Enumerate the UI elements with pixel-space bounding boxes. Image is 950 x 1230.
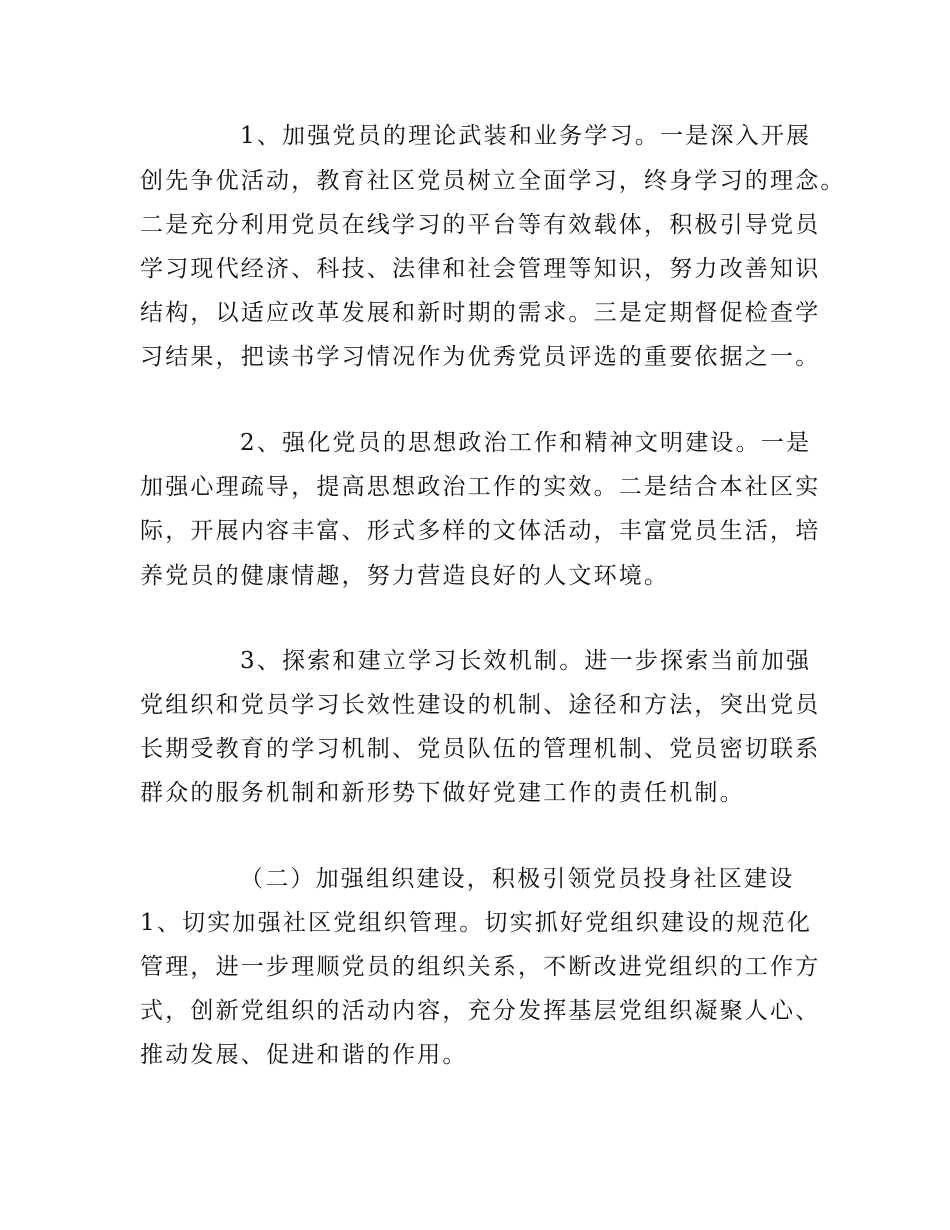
paragraph-line: 群众的服务机制和新形势下做好党建工作的责任机制。 xyxy=(140,780,745,806)
paragraph-line: 养党员的健康情趣，努力营造良好的人文环境。 xyxy=(140,563,670,589)
paragraph-line: 学习现代经济、科技、法律和社会管理等知识，努力改善知识 xyxy=(140,256,821,282)
paragraph-line: 结构，以适应改革发展和新时期的需求。三是定期督促检查学 xyxy=(140,300,821,326)
paragraph-line: 管理，进一步理顺党员的组织关系，不断改进党组织的工作方 xyxy=(140,954,821,980)
paragraph-line: 党组织和党员学习长效性建设的机制、途径和方法，突出党员 xyxy=(140,692,821,718)
paragraph-line: 2、强化党员的思想政治工作和精神文明建设。一是 xyxy=(240,430,812,456)
paragraph-line: 创先争优活动，教育社区党员树立全面学习，终身学习的理念。 xyxy=(140,168,846,194)
paragraph-line: 二是充分利用党员在线学习的平台等有效载体，积极引导党员 xyxy=(140,212,821,238)
paragraph-line: 加强心理疏导，提高思想政治工作的实效。二是结合本社区实 xyxy=(140,474,821,500)
section-heading: （二）加强组织建设，积极引领党员投身社区建设 xyxy=(240,866,795,892)
paragraph-line: 长期受教育的学习机制、党员队伍的管理机制、党员密切联系 xyxy=(140,736,821,762)
paragraph-line: 习结果，把读书学习情况作为优秀党员评选的重要依据之一。 xyxy=(140,344,821,370)
paragraph-line: 际，开展内容丰富、形式多样的文体活动，丰富党员生活，培 xyxy=(140,518,821,544)
paragraph-line: 1、加强党员的理论武装和业务学习。一是深入开展 xyxy=(240,123,812,149)
paragraph-line: 推动发展、促进和谐的作用。 xyxy=(140,1042,468,1068)
paragraph-line: 1、切实加强社区党组织管理。切实抓好党组织建设的规范化 xyxy=(140,910,813,936)
paragraph-line: 式，创新党组织的活动内容，充分发挥基层党组织凝聚人心、 xyxy=(140,998,821,1024)
paragraph-line: 3、探索和建立学习长效机制。进一步探索当前加强 xyxy=(240,648,812,674)
